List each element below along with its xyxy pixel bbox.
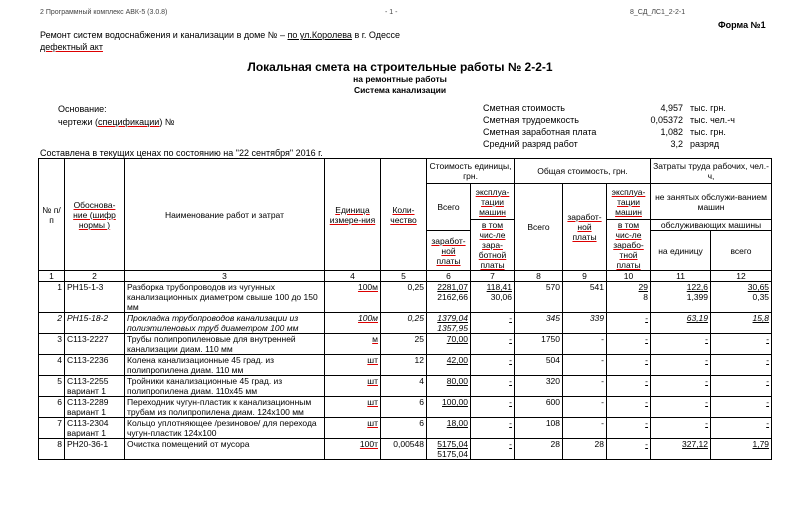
program-name: 2 Программный комплекс АВК-5 (3.0.8) — [40, 9, 168, 16]
summary-label: Средний разряд работ — [483, 139, 578, 149]
object-text: Ремонт систем водоснабжения и канализации в доме № – — [40, 30, 285, 40]
row-unit-machine — [471, 418, 515, 439]
row-unit-total — [427, 282, 471, 313]
row-total-wage-value: - — [601, 376, 605, 386]
row-unit-machine — [471, 439, 515, 460]
row-unit-value: 100м — [357, 313, 378, 323]
row-number-value: 8 — [57, 439, 62, 449]
row-total — [515, 313, 563, 334]
row-labor-unit-sub-value: 1,399 — [686, 292, 709, 302]
row-unit-total — [427, 439, 471, 460]
row-total-wage — [563, 334, 607, 355]
row-total-value: 1750 — [541, 334, 561, 344]
row-number-value: 4 — [57, 355, 62, 365]
header-serving: обслуживающих машины — [651, 220, 772, 231]
row-total-machine-sub-value: 8 — [643, 292, 649, 302]
row-unit-value: шт — [367, 355, 378, 365]
row-unit-total — [427, 313, 471, 334]
row-code-value: РН20-36-1 — [67, 439, 109, 449]
row-unit-total-value: 1379,04 — [437, 313, 468, 323]
col-number: 4 — [325, 271, 381, 282]
row-labor-unit — [651, 397, 711, 418]
row-total-value: 108 — [545, 418, 561, 428]
row-total-machine-value: 29 — [638, 282, 649, 292]
row-labor-unit-value: - — [705, 334, 709, 344]
header-not-busy: не занятых обслужи-ванием машин — [651, 184, 772, 220]
row-unit-machine-value: - — [509, 334, 513, 344]
row-total-machine — [607, 418, 651, 439]
page-number: - 1 - — [385, 9, 398, 16]
basis-drawings-a: чертежи ( — [58, 117, 98, 127]
row-code-value: РН15-1-3 — [67, 282, 104, 292]
row-qty-value: 4 — [419, 376, 424, 386]
table-row — [39, 313, 772, 334]
header-incl-wage: в том чис-ле зара-ботной платы — [471, 220, 515, 271]
table-row — [39, 355, 772, 376]
row-code — [65, 282, 125, 313]
object-line — [40, 30, 400, 40]
row-unit — [325, 313, 381, 334]
row-unit-machine-value: - — [509, 418, 513, 428]
summary-label: Сметная стоимость — [483, 103, 565, 113]
row-unit-value: 100т — [359, 439, 378, 449]
row-qty — [381, 376, 427, 397]
basis-drawings-c: ) № — [159, 117, 175, 127]
row-unit-total-value: 80,00 — [446, 376, 468, 386]
row-labor-total — [711, 439, 772, 460]
header-qty: Коли-чество — [381, 159, 427, 271]
row-labor-total-value: - — [766, 418, 770, 428]
basis-label: Основание: — [58, 104, 107, 114]
row-number — [39, 282, 65, 313]
row-unit — [325, 334, 381, 355]
row-unit-total-value: 18,00 — [446, 418, 468, 428]
header-num: № п/п — [39, 159, 65, 271]
row-unit-total-sub-value: 2162,66 — [437, 292, 468, 302]
row-name — [125, 418, 325, 439]
row-total-machine-value: - — [645, 439, 649, 449]
row-labor-unit-value: - — [705, 397, 709, 407]
row-total-wage — [563, 376, 607, 397]
row-unit — [325, 282, 381, 313]
header-wage3: заработ-ной платы — [563, 184, 607, 271]
row-unit — [325, 376, 381, 397]
row-unit-machine — [471, 282, 515, 313]
row-number — [39, 334, 65, 355]
row-qty — [381, 397, 427, 418]
row-name-value: Колена канализационные 45 град. из полипропилена диам. 110 мм — [127, 355, 274, 375]
summary-label: Сметная заработная плата — [483, 127, 597, 137]
row-total-value: 600 — [545, 397, 561, 407]
row-labor-total-value: 30,65 — [747, 282, 770, 292]
row-total-wage — [563, 418, 607, 439]
row-unit-total-value: 2281,07 — [437, 282, 468, 292]
col-number: 11 — [651, 271, 711, 282]
row-unit-machine — [471, 397, 515, 418]
col-number: 12 — [711, 271, 772, 282]
row-code — [65, 418, 125, 439]
row-labor-total-sub-value: 0,35 — [752, 292, 770, 302]
row-code-value: РН15-18-2 — [67, 313, 109, 323]
row-number-value: 7 — [57, 418, 62, 428]
header-machine: эксплуа-тации машин — [471, 184, 515, 220]
col-number: 9 — [563, 271, 607, 282]
row-labor-unit — [651, 334, 711, 355]
row-labor-unit-value: 63,19 — [686, 313, 709, 323]
row-total-machine-value: - — [645, 334, 649, 344]
row-unit-value: 100м — [357, 282, 378, 292]
row-labor-total-value: - — [766, 334, 770, 344]
row-labor-total-value: - — [766, 355, 770, 365]
row-number — [39, 439, 65, 460]
row-labor-unit-value: 122,6 — [686, 282, 709, 292]
header-total-cost: Общая стоимость, грн. — [515, 159, 651, 184]
row-code — [65, 313, 125, 334]
row-name — [125, 334, 325, 355]
summary-value: 4,957 — [660, 103, 683, 113]
row-name — [125, 313, 325, 334]
row-total — [515, 418, 563, 439]
row-labor-unit-value: - — [705, 376, 709, 386]
row-unit-machine-value: - — [509, 313, 513, 323]
row-unit — [325, 355, 381, 376]
file-name: 8_СД_ЛС1_2-2-1 — [630, 9, 686, 16]
row-unit-total — [427, 397, 471, 418]
object-street: по ул.Королева — [287, 30, 352, 40]
table-row — [39, 282, 772, 313]
row-total-machine — [607, 397, 651, 418]
row-labor-total-value: - — [766, 397, 770, 407]
header-unit: Единица измере-ния — [325, 159, 381, 271]
row-qty — [381, 282, 427, 313]
row-total-wage-value: 541 — [589, 282, 605, 292]
row-total-machine-value: - — [645, 397, 649, 407]
col-number: 8 — [515, 271, 563, 282]
row-qty — [381, 313, 427, 334]
row-qty-value: 12 — [414, 355, 424, 365]
row-labor-unit-value: - — [705, 418, 709, 428]
row-total-value: 345 — [545, 313, 561, 323]
col-number: 5 — [381, 271, 427, 282]
row-unit-machine — [471, 355, 515, 376]
row-code-value: С113-2227 — [67, 334, 109, 344]
row-unit — [325, 397, 381, 418]
row-unit-total-value: 100,00 — [442, 397, 468, 407]
row-number — [39, 376, 65, 397]
row-total-machine — [607, 376, 651, 397]
row-total-wage-value: - — [601, 418, 605, 428]
row-unit-machine — [471, 334, 515, 355]
table-row — [39, 397, 772, 418]
row-unit-value: шт — [367, 397, 378, 407]
row-labor-total — [711, 397, 772, 418]
row-qty-value: 0,00548 — [393, 439, 424, 449]
row-total-wage-value: - — [601, 397, 605, 407]
row-number-value: 3 — [57, 334, 62, 344]
row-unit-value: м — [372, 334, 378, 344]
row-total-machine — [607, 439, 651, 460]
row-code-value: С113-2289 вариант 1 — [67, 397, 109, 417]
col-number: 7 — [471, 271, 515, 282]
summary-value: 1,082 — [660, 127, 683, 137]
row-name-value: Тройники канализационные 45 град. из полипропилена диам. 110х45 мм — [127, 376, 283, 396]
row-unit-value: шт — [367, 376, 378, 386]
table-row — [39, 376, 772, 397]
title-sub1: на ремонтные работы — [353, 74, 447, 84]
row-total — [515, 282, 563, 313]
row-unit-machine-value: - — [509, 439, 513, 449]
row-labor-total — [711, 313, 772, 334]
summary-label: Сметная трудоемкость — [483, 115, 579, 125]
row-total-value: 504 — [545, 355, 561, 365]
row-qty — [381, 355, 427, 376]
estimate-rows — [39, 282, 772, 460]
row-labor-total — [711, 334, 772, 355]
compiled-note: Составлена в текущих ценах по состоянию на "22 сентября" 2016 г. — [40, 148, 323, 158]
row-unit-machine — [471, 313, 515, 334]
estimate-table — [38, 158, 772, 460]
row-code-value: С113-2236 — [67, 355, 109, 365]
header-incl-wage2: в том чис-ле зарабо-тной платы — [607, 220, 651, 271]
row-qty — [381, 334, 427, 355]
row-qty — [381, 439, 427, 460]
row-qty-value: 6 — [419, 397, 424, 407]
row-unit-total — [427, 355, 471, 376]
row-unit-machine-value: - — [509, 355, 513, 365]
row-number — [39, 418, 65, 439]
row-total-value: 28 — [550, 439, 561, 449]
row-unit-total — [427, 334, 471, 355]
row-code-value: С113-2304 вариант 1 — [67, 418, 109, 438]
row-qty-value: 0,25 — [407, 282, 424, 292]
header-code: Обоснова-ние (шифр нормы ) — [65, 159, 125, 271]
row-code — [65, 376, 125, 397]
row-total-wage — [563, 313, 607, 334]
row-number — [39, 313, 65, 334]
row-labor-unit-value: - — [705, 355, 709, 365]
row-total-machine — [607, 355, 651, 376]
row-labor-total — [711, 418, 772, 439]
summary-unit: разряд — [690, 139, 720, 149]
row-code — [65, 355, 125, 376]
col-number: 6 — [427, 271, 471, 282]
row-total — [515, 397, 563, 418]
header-per-unit: на единицу — [651, 231, 711, 271]
row-labor-unit — [651, 282, 711, 313]
row-labor-total — [711, 282, 772, 313]
header-all2: Всего — [515, 184, 563, 271]
row-unit — [325, 439, 381, 460]
row-name-value: Кольцо уплотняющее /резиновое/ для перехода чугун-пластик 124х100 — [127, 418, 317, 438]
row-total-machine-value: - — [645, 355, 649, 365]
col-number: 10 — [607, 271, 651, 282]
row-labor-total-value: 1,79 — [752, 439, 770, 449]
row-name — [125, 397, 325, 418]
summary-value: 3,2 — [670, 139, 683, 149]
row-total-wage-value: 28 — [594, 439, 605, 449]
col-number: 2 — [65, 271, 125, 282]
row-labor-unit — [651, 418, 711, 439]
row-total-machine — [607, 334, 651, 355]
row-total — [515, 376, 563, 397]
row-number-value: 2 — [57, 313, 62, 323]
object-city: в г. Одессе — [354, 30, 400, 40]
row-qty-value: 6 — [419, 418, 424, 428]
row-unit-value: шт — [367, 418, 378, 428]
summary-unit: тыс. грн. — [690, 103, 726, 113]
row-unit-total-sub-value: 5175,04 — [437, 449, 468, 459]
row-number — [39, 355, 65, 376]
row-unit-machine-value: 118,41 — [486, 282, 513, 292]
header-labor: Затраты труда рабочих, чел.-ч, — [651, 159, 772, 184]
row-total-wage — [563, 439, 607, 460]
row-labor-unit-value: 327,12 — [682, 439, 709, 449]
row-labor-total — [711, 355, 772, 376]
row-unit-total-sub-value: 1357,95 — [437, 323, 468, 333]
col-number: 3 — [125, 271, 325, 282]
row-labor-unit — [651, 376, 711, 397]
object-defect-act: дефектный акт — [40, 42, 103, 52]
row-name — [125, 355, 325, 376]
row-unit-machine-value: - — [509, 376, 513, 386]
row-unit — [325, 418, 381, 439]
row-name-value: Переходник чугун-пластик к канализационным трубам из полипропилена диам. 124х100 мм — [127, 397, 312, 417]
header-wage: заработ-ной платы — [427, 231, 471, 271]
row-total-machine-value: - — [645, 418, 649, 428]
row-name-value: Разборка трубопроводов из чугунных канализационных диаметром свыше 100 до 150 мм — [127, 282, 318, 312]
row-total — [515, 334, 563, 355]
row-total-machine-value: - — [645, 313, 649, 323]
row-unit-machine-value: - — [509, 397, 513, 407]
row-total — [515, 439, 563, 460]
row-total-wage — [563, 397, 607, 418]
row-unit-total — [427, 418, 471, 439]
table-row — [39, 439, 772, 460]
row-labor-total-value: - — [766, 376, 770, 386]
row-unit-machine — [471, 376, 515, 397]
table-row — [39, 418, 772, 439]
row-labor-total — [711, 376, 772, 397]
header-unit-cost: Стоимость единицы, грн. — [427, 159, 515, 184]
summary-unit: тыс. грн. — [690, 127, 726, 137]
row-unit-machine-sub-value: 30,06 — [490, 292, 513, 302]
row-total-wage — [563, 282, 607, 313]
row-qty-value: 25 — [414, 334, 424, 344]
row-name-value: Очистка помещений от мусора — [127, 439, 250, 449]
row-name-value: Трубы полипропиленовые для внутренней канализации диам. 110 мм — [127, 334, 296, 354]
title-sub2: Система канализации — [353, 85, 447, 95]
row-total-wage-value: - — [601, 334, 605, 344]
row-code — [65, 397, 125, 418]
basis-spec: спецификации — [97, 117, 160, 127]
row-total — [515, 355, 563, 376]
row-total-value: 320 — [545, 376, 561, 386]
row-number-value: 1 — [57, 282, 62, 292]
row-unit-total-value: 70,00 — [446, 334, 468, 344]
row-total-value: 570 — [545, 282, 561, 292]
row-total-machine-value: - — [645, 376, 649, 386]
row-name — [125, 376, 325, 397]
row-name — [125, 282, 325, 313]
form-label: Форма №1 — [718, 20, 766, 30]
header-machine2: эксплуа-тации машин — [607, 184, 651, 220]
row-number — [39, 397, 65, 418]
row-total-machine — [607, 282, 651, 313]
row-number-value: 6 — [57, 397, 62, 407]
page-title: Локальная смета на строительные работы № 2-2-1 — [247, 60, 553, 74]
summary-unit: тыс. чел.-ч — [690, 115, 735, 125]
table-row — [39, 334, 772, 355]
row-number-value: 5 — [57, 376, 62, 386]
header-total: всего — [711, 231, 772, 271]
row-total-wage-value: - — [601, 355, 605, 365]
row-code-value: С113-2255 вариант 1 — [67, 376, 109, 396]
row-unit-total — [427, 376, 471, 397]
row-total-wage — [563, 355, 607, 376]
row-unit-total-value: 42,00 — [446, 355, 468, 365]
header-all: Всего — [427, 184, 471, 231]
row-total-wage-value: 339 — [589, 313, 605, 323]
row-code — [65, 439, 125, 460]
row-qty — [381, 418, 427, 439]
row-labor-total-value: 15,8 — [752, 313, 770, 323]
row-name — [125, 439, 325, 460]
row-code — [65, 334, 125, 355]
row-unit-total-value: 5175,04 — [437, 439, 468, 449]
summary-value: 0,05372 — [650, 115, 683, 125]
basis-drawings — [58, 117, 174, 127]
row-total-machine — [607, 313, 651, 334]
row-labor-unit — [651, 355, 711, 376]
header-name: Наименование работ и затрат — [125, 159, 325, 271]
row-name-value: Прокладка трубопроводов канализации из полиэтиленовых труб диаметром 100 мм — [127, 313, 299, 333]
col-number: 1 — [39, 271, 65, 282]
row-labor-unit — [651, 439, 711, 460]
row-labor-unit — [651, 313, 711, 334]
row-qty-value: 0,25 — [407, 313, 424, 323]
